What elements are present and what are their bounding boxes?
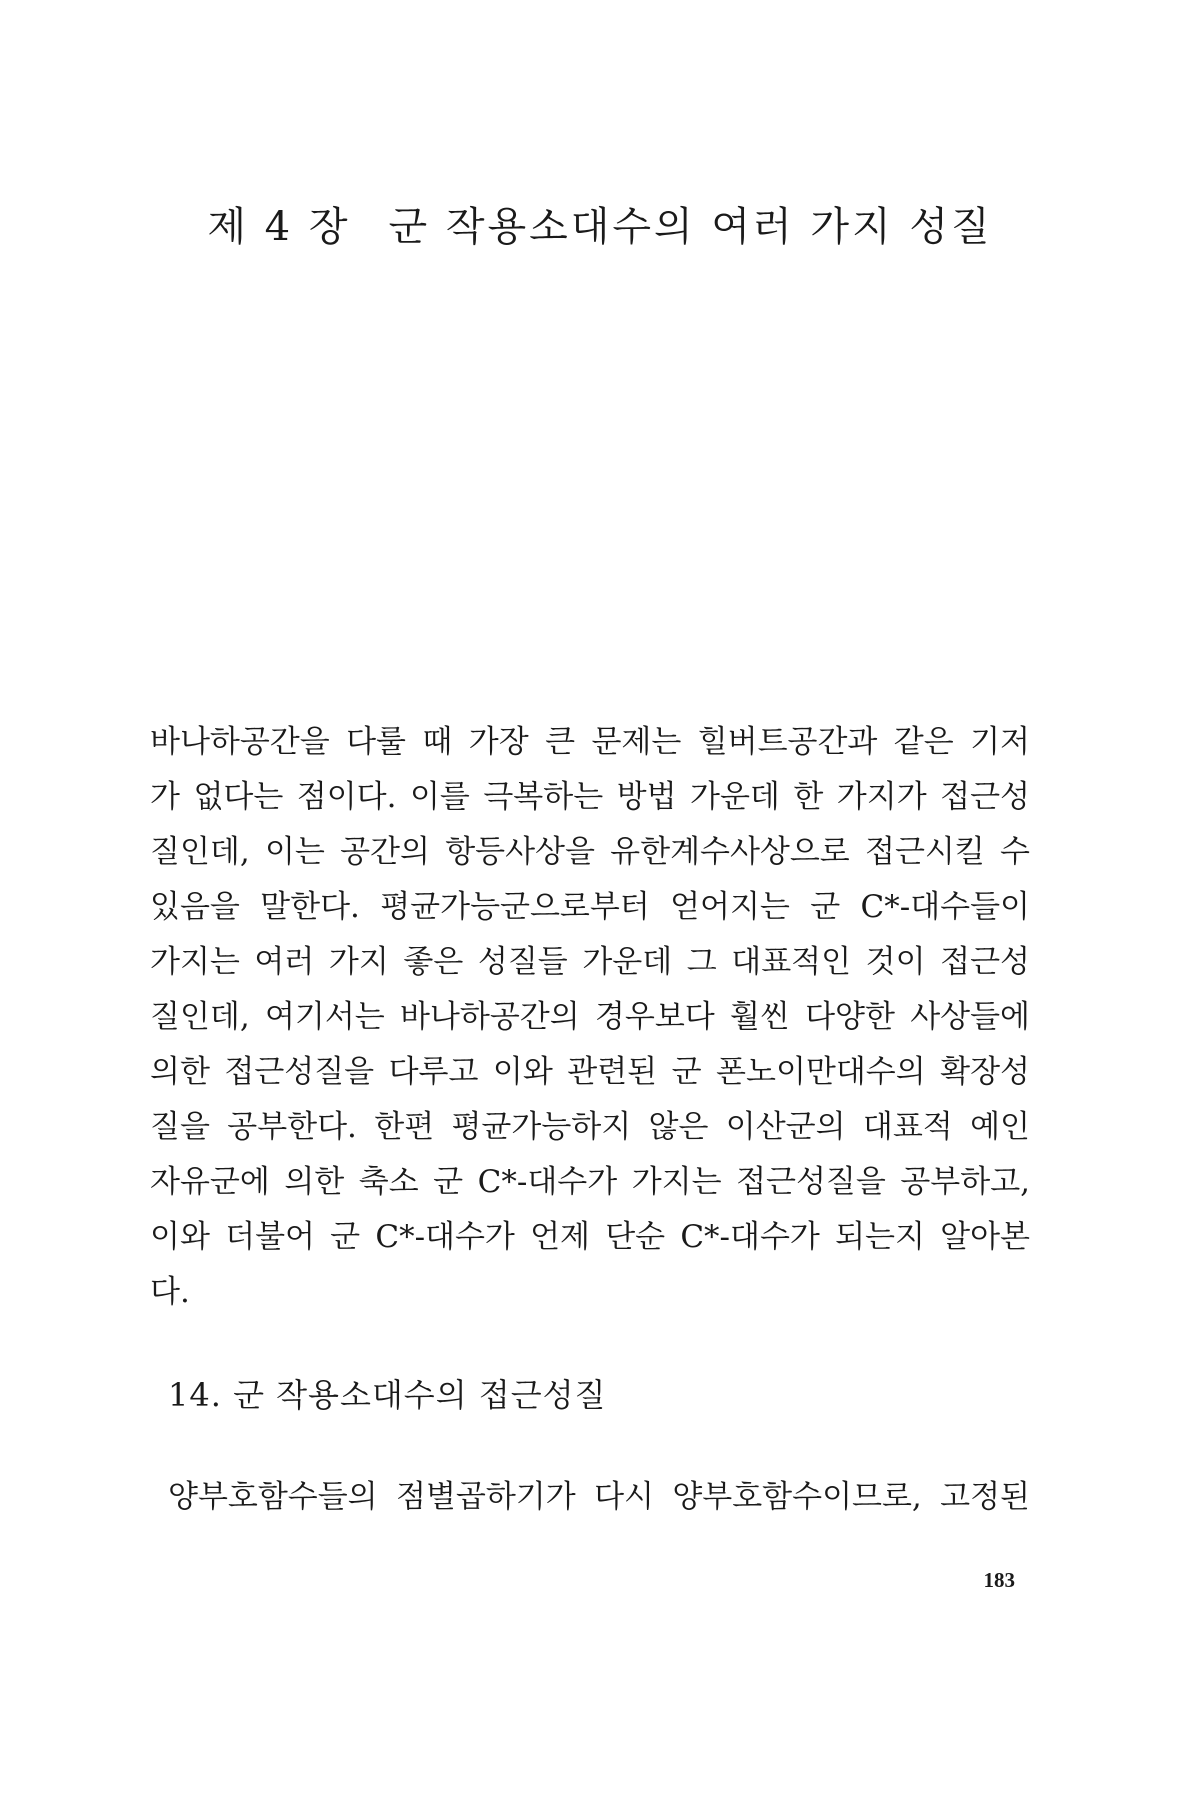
intro-paragraph [150, 715, 1030, 1320]
intro-line: 가 없다는 점이다. 이를 극복하는 방법 가운데 한 가지가 접근성 [150, 779, 1030, 815]
intro-line: 질인데, 이는 공간의 항등사상을 유한계수사상으로 접근시킬 수 [150, 834, 1030, 870]
intro-line: 있음을 말한다. 평균가능군으로부터 얻어지는 군 C*-대수들이 [150, 889, 1030, 925]
intro-line: 이와 더불어 군 C*-대수가 언제 단순 C*-대수가 되는지 알아본 [150, 1219, 1030, 1255]
intro-line: 의한 접근성질을 다루고 이와 관련된 군 폰노이만대수의 확장성 [150, 1054, 1030, 1090]
chapter-number: 제 4 장 [207, 204, 351, 250]
chapter-title-text: 군 작용소대수의 여러 가지 성질 [388, 204, 993, 250]
intro-line: 질인데, 여기서는 바나하공간의 경우보다 훨씬 다양한 사상들에 [150, 999, 1030, 1035]
intro-line: 다. [150, 1274, 190, 1310]
intro-line: 가지는 여러 가지 좋은 성질들 가운데 그 대표적인 것이 접근성 [150, 944, 1030, 980]
intro-line: 바나하공간을 다룰 때 가장 큰 문제는 힐버트공간과 같은 기저 [150, 724, 1030, 760]
intro-line: 자유군에 의한 축소 군 C*-대수가 가지는 접근성질을 공부하고, [150, 1164, 1030, 1200]
chapter-title [0, 195, 1200, 252]
intro-line: 질을 공부한다. 한편 평균가능하지 않은 이산군의 대표적 예인 [150, 1109, 1030, 1145]
page-number: 183 [983, 1568, 1015, 1592]
section-heading: 14. 군 작용소대수의 접근성질 [168, 1376, 607, 1414]
section-first-line: 양부호함수들의 점별곱하기가 다시 양부호함수이므로, 고정된 [168, 1479, 1030, 1515]
